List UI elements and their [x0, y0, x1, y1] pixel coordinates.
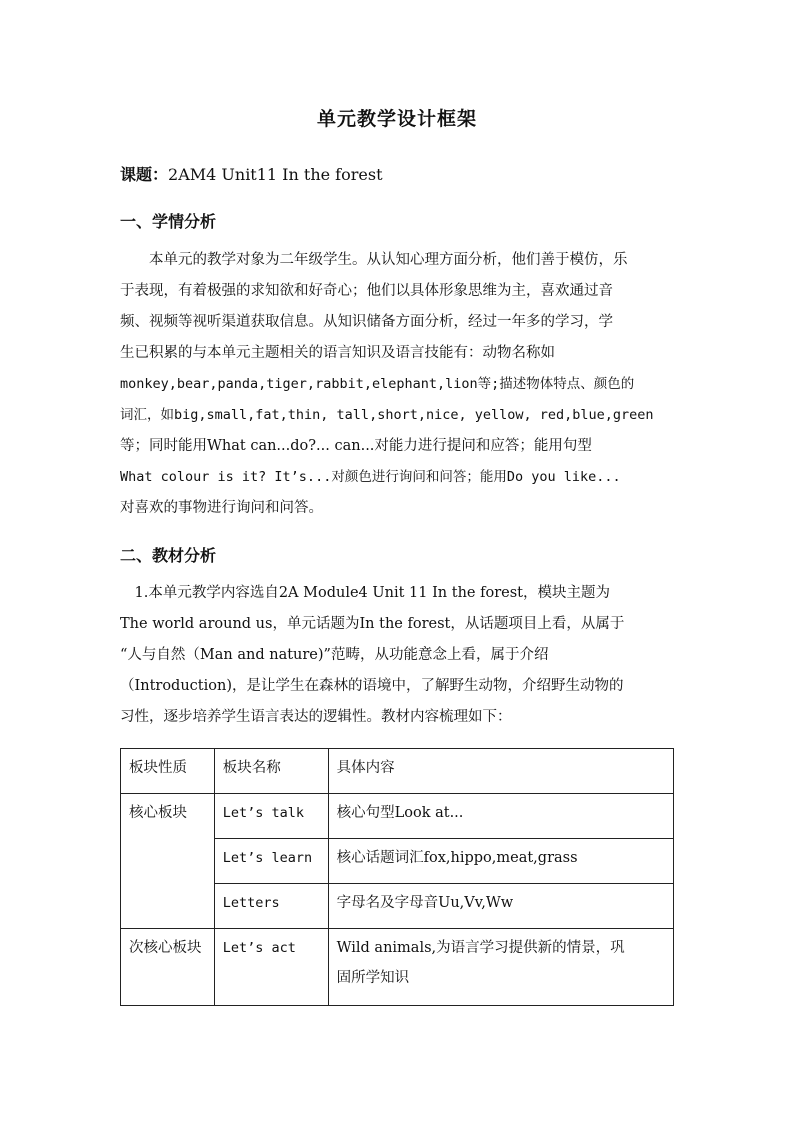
- para-line: “人与自然（Man and nature)”范畴，从功能意念上看，属于介绍: [120, 647, 549, 663]
- table-header-cell: 板块性质: [121, 749, 215, 794]
- para-line: 频、视频等视听渠道获取信息。从知识储备方面分析，经过一年多的学习，学: [120, 314, 613, 330]
- table-cell-name: Let’s learn: [214, 839, 328, 884]
- para-line: 1.本单元教学内容选自2A Module4 Unit 11 In the forest，模块主题为: [120, 585, 610, 601]
- section1-paragraph: [120, 245, 674, 524]
- section2-paragraph: [120, 578, 674, 733]
- para-line: （Introduction)，是让学生在森林的语境中，了解野生动物，介绍野生动物的: [120, 678, 624, 694]
- table-header-cell: 具体内容: [328, 749, 673, 794]
- para-line: 等；同时能用What can...do?... can...对能力进行提问和应答；能用句型: [120, 438, 592, 454]
- table-cell-content: 字母名及字母音Uu,Vv,Ww: [328, 884, 673, 929]
- table-cell-name: Let’s talk: [214, 794, 328, 839]
- table-cell-name: Let’s act: [214, 929, 328, 1006]
- table-row: [121, 794, 674, 839]
- para-line: 于表现，有着极强的求知欲和好奇心；他们以具体形象思维为主，喜欢通过音: [120, 283, 613, 299]
- para-line: 本单元的教学对象为二年级学生。从认知心理方面分析，他们善于模仿，乐: [120, 252, 628, 268]
- para-line: The world around us，单元话题为In the forest，从话题项目上看，从属于: [120, 616, 625, 632]
- para-line: 词汇，如big,small,fat,thin, tall,short,nice, yellow, red,blue,green: [120, 407, 654, 423]
- content-table: [120, 748, 674, 1006]
- section1-heading: 一、学情分析: [120, 212, 217, 231]
- topic-line: [120, 162, 383, 185]
- section2-heading: 二、教材分析: [120, 546, 217, 565]
- table-cell-content: 核心话题词汇fox,hippo,meat,grass: [328, 839, 673, 884]
- para-line: monkey,bear,panda,tiger,rabbit,elephant,lion等;描述物体特点、颜色的: [120, 376, 635, 392]
- para-line: 生已积累的与本单元主题相关的语言知识及语言技能有：动物名称如: [120, 345, 555, 361]
- page-title: 单元教学设计框架: [316, 108, 477, 130]
- table-cell-type: 次核心板块: [121, 929, 215, 1006]
- table-header-row: [121, 749, 674, 794]
- para-line: 习性，逐步培养学生语言表达的逻辑性。教材内容梳理如下：: [120, 709, 512, 725]
- para-line: 对喜欢的事物进行询问和问答。: [120, 500, 323, 516]
- topic-label: 课题：: [120, 165, 169, 184]
- table-cell-content: 核心句型Look at...: [328, 794, 673, 839]
- table-cell-name: Letters: [214, 884, 328, 929]
- para-line: What colour is it? It’s...对颜色进行询问和问答；能用Do you like...: [120, 469, 621, 485]
- table-row: [121, 929, 674, 1006]
- table-cell-content: Wild animals,为语言学习提供新的情景，巩 固所学知识: [328, 929, 673, 1006]
- table-cell-type: 核心板块: [121, 794, 215, 929]
- table-header-cell: 板块名称: [214, 749, 328, 794]
- topic-value: 2AM4 Unit11 In the forest: [168, 165, 383, 184]
